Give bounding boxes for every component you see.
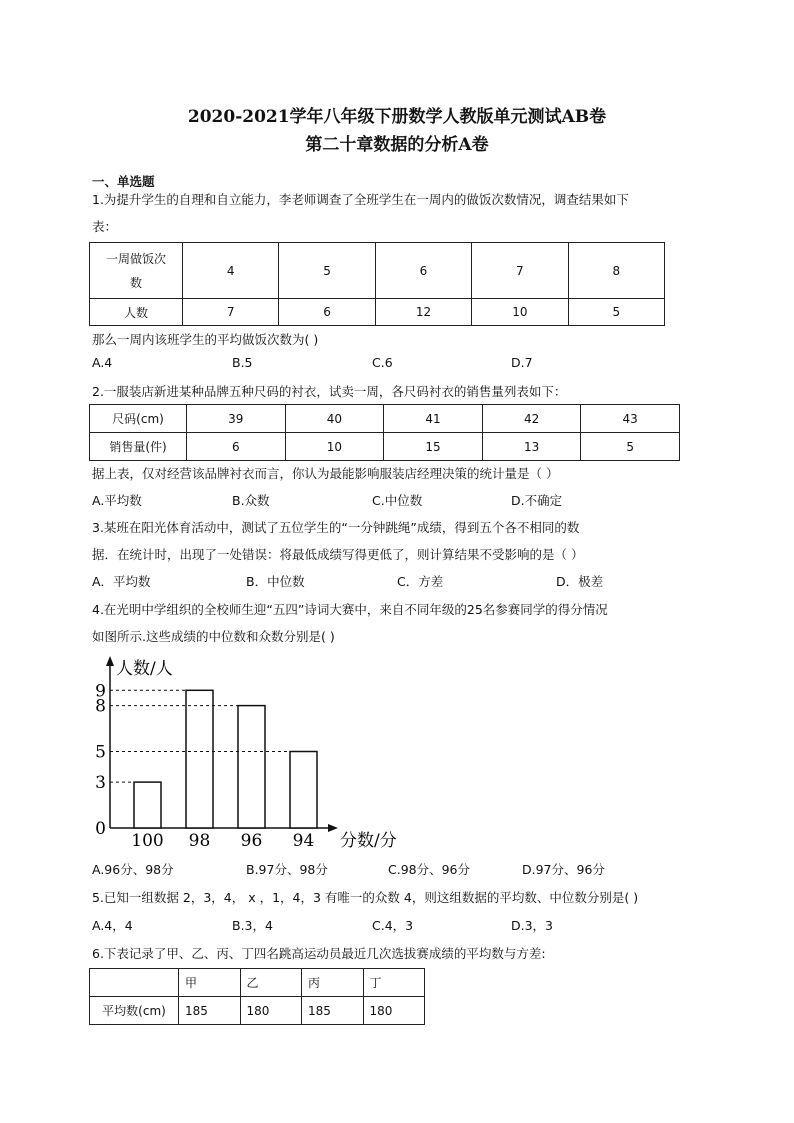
q6-header-cell: 甲 (179, 969, 241, 997)
q2-cell: 39 (187, 405, 286, 433)
x-axis-label: 分数/分 (340, 831, 397, 851)
q3-stem-line1: 3.某班在阳光体育活动中，测试了五位学生的“一分钟跳绳”成绩，得到五个各不相同的数 (92, 520, 580, 535)
x-axis-arrow (328, 824, 338, 832)
q2-option-d[interactable]: D.不确定 (511, 493, 563, 508)
q2-cell: 43 (581, 405, 680, 433)
page-title-line2: 第二十章数据的分析A卷 (305, 135, 489, 155)
q6-row1-header: 平均数(cm) (90, 997, 179, 1025)
y-tick-label: 0 (95, 819, 106, 839)
q1-cell: 7 (472, 243, 568, 299)
x-tick-label: 98 (188, 831, 211, 851)
q3-option-d[interactable]: D．极差 (556, 574, 604, 589)
q1-cell: 6 (279, 299, 375, 326)
q1-cell: 10 (472, 299, 568, 326)
q5-option-a[interactable]: A.4，4 (92, 918, 133, 933)
q1-row1-header-line1: 一周做饭次 (105, 251, 166, 266)
q2-cell: 13 (482, 433, 581, 461)
q1-option-a[interactable]: A.4 (92, 355, 113, 370)
q1-cell: 6 (375, 243, 471, 299)
bar-94 (290, 752, 317, 829)
q4-option-b[interactable]: B.97分、98分 (246, 862, 328, 877)
q3-option-b[interactable]: B．中位数 (246, 574, 305, 589)
q3-option-c[interactable]: C．方差 (397, 574, 444, 589)
section-heading: 一、单选题 (92, 174, 155, 189)
q6-cell: 180 (240, 997, 302, 1025)
q5-option-d[interactable]: D.3，3 (511, 918, 554, 933)
q1-row1-header-line2: 数 (129, 275, 142, 290)
q1-option-b[interactable]: B.5 (232, 355, 253, 370)
q2-stem: 2.一服装店新进某种品牌五种尺码的衬衣，试卖一周，各尺码衬衣的销售量列表如下： (92, 384, 567, 399)
bar-100 (134, 782, 161, 828)
q1-option-d[interactable]: D.7 (511, 355, 533, 370)
page-title-line1: 2020-2021学年八年级下册数学人教版单元测试AB卷 (187, 107, 607, 127)
q2-cell: 15 (384, 433, 483, 461)
x-tick-label: 94 (292, 831, 315, 851)
q6-header-cell: 乙 (240, 969, 302, 997)
y-axis-label: 人数/人 (116, 659, 173, 679)
q1-table (89, 242, 665, 326)
q1-cell: 12 (375, 299, 471, 326)
q1-cell: 7 (183, 299, 279, 326)
q1-option-c[interactable]: C.6 (372, 355, 393, 370)
q1-cell: 4 (183, 243, 279, 299)
q1-cell: 5 (279, 243, 375, 299)
q4-stem-line2: 如图所示.这些成绩的中位数和众数分别是( ) (92, 629, 335, 644)
q4-option-c[interactable]: C.98分、96分 (388, 862, 471, 877)
q1-stem-line1: 1.为提升学生的自理和自立能力，李老师调查了全班学生在一周内的做饭次数情况，调查结果如下 (92, 192, 629, 207)
q5-stem: 5.已知一组数据 2，3，4， x ，1，4，3 有唯一的众数 4，则这组数据的平均数、中位数分别是( ) (92, 890, 639, 905)
q1-stem-line2: 表： (92, 219, 118, 234)
q2-cell: 41 (384, 405, 483, 433)
x-tick-label: 96 (240, 831, 263, 851)
q4-stem-line1: 4.在光明中学组织的全校师生迎“五四”诗词大赛中，来自不同年级的25名参赛同学的得分情况 (92, 602, 608, 617)
y-tick-label: 9 (95, 681, 106, 702)
q2-option-c[interactable]: C.中位数 (372, 493, 423, 508)
q3-stem-line2: 据．在统计时，出现了一处错误：将最低成绩写得更低了，则计算结果不受影响的是（ ） (92, 547, 584, 562)
x-tick-label: 100 (131, 831, 164, 851)
q6-cell: 185 (302, 997, 364, 1025)
q1-question: 那么一周内该班学生的平均做饭次数为( ) (92, 332, 319, 347)
q1-cell: 8 (568, 243, 664, 299)
q2-cell: 40 (285, 405, 384, 433)
q2-cell: 10 (285, 433, 384, 461)
q5-option-c[interactable]: C.4，3 (372, 918, 414, 933)
q6-stem: 6.下表记录了甲、乙、丙、丁四名跳高运动员最近几次选拔赛成绩的平均数与方差: (92, 946, 546, 961)
q6-header-cell: 丁 (363, 969, 425, 997)
q2-row1-header: 尺码(cm) (90, 405, 187, 433)
bar-98 (186, 690, 213, 828)
q6-header-cell: 丙 (302, 969, 364, 997)
q2-row2-header: 销售量(件) (90, 433, 187, 461)
q3-option-a[interactable]: A．平均数 (92, 574, 151, 589)
q1-row1-header (90, 243, 183, 299)
q4-bar-chart (92, 652, 412, 852)
y-tick-label: 3 (95, 773, 106, 794)
q2-cell: 6 (187, 433, 286, 461)
q2-cell: 42 (482, 405, 581, 433)
q2-table (89, 404, 680, 461)
y-axis-arrow (106, 656, 114, 666)
q2-option-a[interactable]: A.平均数 (92, 493, 142, 508)
q5-option-b[interactable]: B.3，4 (232, 918, 273, 933)
q2-cell: 5 (581, 433, 680, 461)
q6-header-cell (90, 969, 179, 997)
q6-cell: 185 (179, 997, 241, 1025)
y-tick-label: 5 (95, 742, 106, 763)
q4-option-a[interactable]: A.96分、98分 (92, 862, 174, 877)
q2-question: 据上表，仅对经营该品牌衬衣而言，你认为最能影响服装店经理决策的统计量是（ ） (92, 466, 559, 481)
q1-cell: 5 (568, 299, 664, 326)
bar-96 (238, 706, 265, 828)
q2-option-b[interactable]: B.众数 (232, 493, 270, 508)
q1-row2-header: 人数 (90, 299, 183, 326)
q4-option-d[interactable]: D.97分、96分 (522, 862, 605, 877)
y-tick-label: 8 (95, 696, 106, 717)
q6-cell: 180 (363, 997, 425, 1025)
q6-table (89, 968, 425, 1025)
